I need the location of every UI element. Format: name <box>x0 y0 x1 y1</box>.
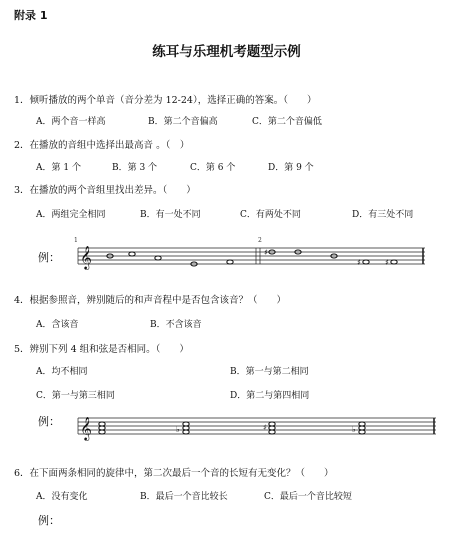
music-staff-example-1 <box>72 232 432 272</box>
q5-option-a: A．均不相同 <box>36 367 88 377</box>
q1-option-b: B．第二个音偏高 <box>148 117 218 127</box>
q2-option-a: A．第 1 个 <box>36 163 81 173</box>
question-1: 1．倾听播放的两个单音（音分差为 12-24），选择正确的答案。（ ） <box>14 95 317 106</box>
q4-option-a: A．含该音 <box>36 320 79 330</box>
appendix-label: 附录 1 <box>14 9 48 22</box>
q1-option-c: C．第二个音偏低 <box>252 117 322 127</box>
treble-clef-icon: 𝄞 <box>80 416 92 440</box>
q6-option-b: B．最后一个音比较长 <box>140 492 228 502</box>
q2-option-c: C．第 6 个 <box>190 163 236 173</box>
q3-option-c: C．有两处不同 <box>240 210 301 220</box>
svg-text:♯: ♯ <box>264 248 268 257</box>
measure-number-2: 2 <box>258 237 262 244</box>
q2-option-d: D．第 9 个 <box>268 163 314 173</box>
q3-option-b: B．有一处不同 <box>140 210 201 220</box>
music-staff-example-2 <box>72 408 442 444</box>
svg-text:♯: ♯ <box>385 258 389 267</box>
question-6: 6．在下面两条相同的旋律中，第二次最后一个音的长短有无变化？（ ） <box>14 468 334 479</box>
q5-option-b: B．第一与第二相同 <box>230 367 309 377</box>
q2-option-b: B．第 3 个 <box>112 163 158 173</box>
q6-option-a: A．没有变化 <box>36 492 88 502</box>
question-2: 2．在播放的音组中选择出最高音 。（ ） <box>14 140 190 151</box>
q1-option-a: A．两个音一样高 <box>36 117 106 127</box>
svg-text:♭: ♭ <box>352 425 356 434</box>
treble-clef-icon: 𝄞 <box>80 245 92 269</box>
example-label-1: 例： <box>38 251 60 264</box>
q3-option-d: D．有三处不同 <box>352 210 414 220</box>
q5-option-c: C．第一与第三相同 <box>36 391 115 401</box>
svg-text:♭: ♭ <box>176 425 180 434</box>
question-3: 3．在播放的两个音组里找出差异。（ ） <box>14 185 196 196</box>
svg-text:♯: ♯ <box>357 258 361 267</box>
question-4: 4．根据参照音，辨别随后的和声音程中是否包含该音？（ ） <box>14 295 287 306</box>
page-title: 练耳与乐理机考题型示例 <box>152 44 301 60</box>
measure-number-1: 1 <box>74 237 78 244</box>
q4-option-b: B．不含该音 <box>150 320 202 330</box>
question-5: 5．辨别下列 4 组和弦是否相同。（ ） <box>14 344 189 355</box>
example-label-3: 例： <box>38 514 60 527</box>
q3-option-a: A．两组完全相同 <box>36 210 106 220</box>
example-label-2: 例： <box>38 415 60 428</box>
q6-option-c: C．最后一个音比较短 <box>264 492 352 502</box>
q5-option-d: D．第二与第四相同 <box>230 391 310 401</box>
svg-text:♯: ♯ <box>263 423 267 432</box>
